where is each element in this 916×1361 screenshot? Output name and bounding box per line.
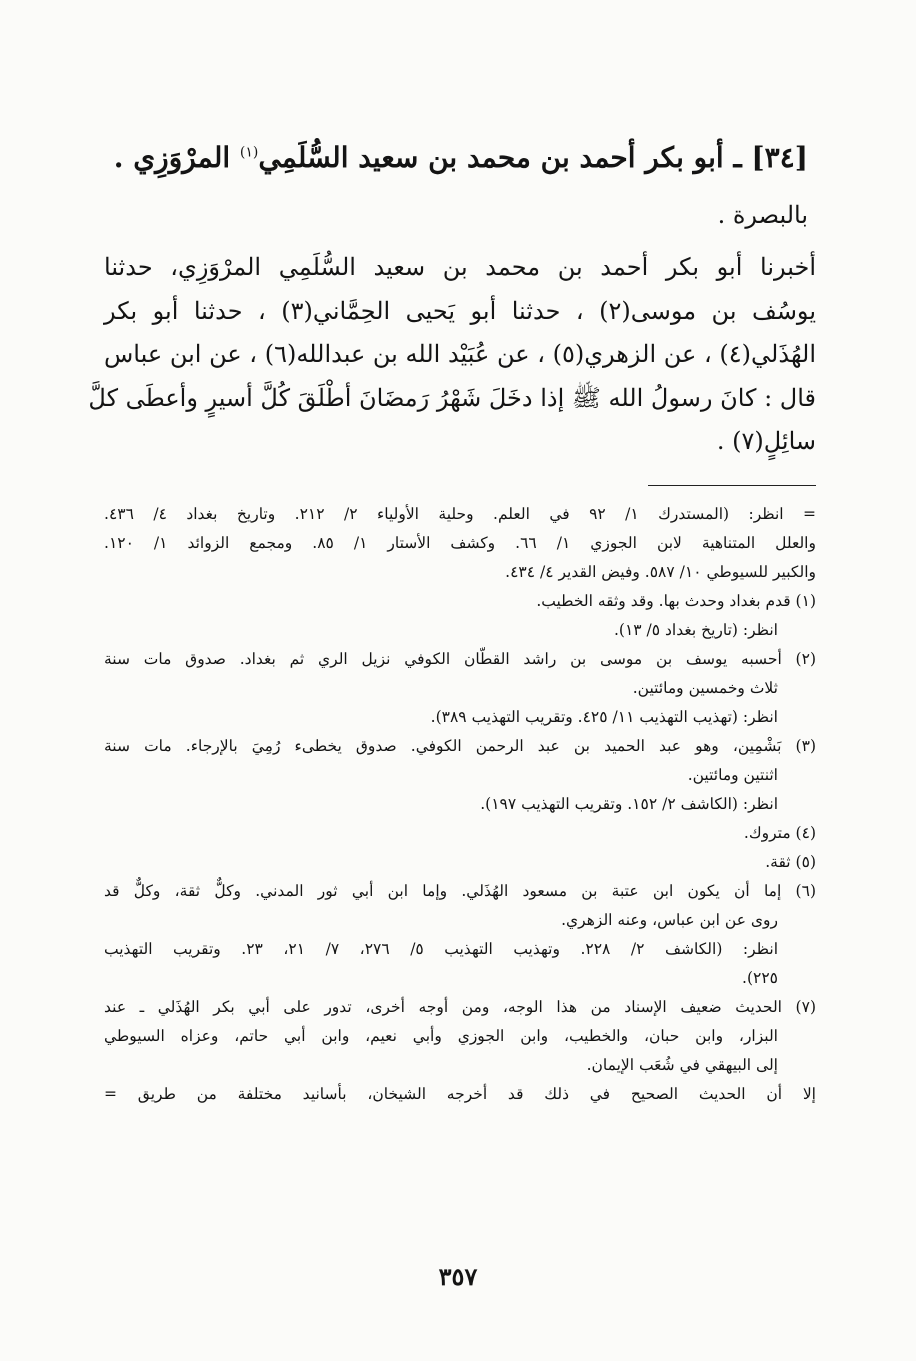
entry-heading: [113, 138, 808, 178]
footnote-reference: ٢٢٥).: [742, 969, 778, 987]
footnote-line: اثنتين ومائتين.: [687, 766, 778, 784]
heading-tail: المرْوَزِي .: [113, 141, 240, 174]
footnote-1: [104, 587, 816, 645]
footnote-line: (٧) الحديث ضعيف الإسناد من هذا الوجه، ومن أوجه أخرى، تدور على أبي بكر الهُذَلي ـ عند: [104, 998, 816, 1016]
footnote-continuation: [104, 500, 816, 587]
footnote-final: [104, 1080, 816, 1109]
footnote-line: روى عن ابن عباس، وعنه الزهري.: [561, 911, 778, 929]
footnote-line: (٤) متروك.: [743, 824, 816, 842]
footnote-6: [104, 877, 816, 993]
footnote-separator: [648, 485, 816, 486]
footnote-line: (٦) إما أن يكون ابن عتبة بن مسعود الهُذَلي. وإما ابن أبي ثور المدني. وكلٌّ ثقة، وكلٌّ قد: [104, 882, 816, 900]
footnote-line: (٥) ثقة.: [765, 853, 816, 871]
footnote-line: إلا أن الحديث الصحيح في ذلك قد أخرجه الشيخان، بأسانيد مختلفة من طريق =: [104, 1085, 816, 1103]
footnote-line: ثلاث وخمسين ومائتين.: [632, 679, 778, 697]
footnote-line: والعلل المتناهية لابن الجوزي ١/ ٦٦. وكشف الأستار ١/ ٨٥. ومجمع الزوائد ١/ ١٢٠.: [104, 534, 816, 552]
footnote-5: [104, 848, 816, 877]
page-number: ٣٥٧: [438, 1262, 478, 1291]
footnotes: [104, 500, 816, 1109]
footnote-4: [104, 819, 816, 848]
hadith-line: يوسُف بن موسى(٢) ، حدثنا أبو يَحيى الحِمَّاني(٣) ، حدثنا أبو بكر: [104, 296, 817, 325]
footnote-line: = انظر: (المستدرك ١/ ٩٢ في العلم. وحلية الأولياء ٢/ ٢١٢. وتاريخ بغداد ٤/ ٤٣٦.: [104, 505, 817, 523]
heading-text: [٣٤] ـ أبو بكر أحمد بن محمد بن سعيد السُّلَمِي: [258, 141, 808, 174]
footnote-7: [104, 993, 816, 1080]
hadith-line: سائِلٍ(٧) .: [716, 427, 816, 455]
footnote-line: والكبير للسيوطي ١٠/ ٥٨٧. وفيض القدير ٤/ ٤٣٤.: [505, 563, 816, 581]
hadith-line: الهُذَلي(٤) ، عن الزهري(٥) ، عن عُبَيْد الله بن عبدالله(٦) ، عن ابن عباس: [104, 340, 816, 368]
footnote-reference: انظر: (الكاشف ٢/ ٢٢٨. وتهذيب التهذيب ٥/ ٢٧٦، ٧/ ٢١، ٢٣. وتقريب التهذيب: [104, 940, 779, 958]
footnote-line: البزار، وابن حبان، والخطيب، وابن الجوزي وأبي نعيم، وابن أبي حاتم، وعزاه السيوطي: [104, 1027, 778, 1045]
footnote-line: (٣) بَشْمِين، وهو عبد الحميد بن عبد الرحمن الكوفي. صدوق يخطىء رُمِيَ بالإرجاء. مات سنة: [104, 737, 816, 755]
hadith-line: قال : كانَ رسولُ الله ﷺ إذا دخَلَ شَهْرُ رَمضَانَ أطْلَقَ كُلَّ أسيرٍ وأعطَى كلَّ: [88, 383, 816, 412]
footnote-reference: انظر: (تهذيب التهذيب ١١/ ٤٢٥. وتقريب التهذيب ٣٨٩).: [430, 708, 778, 726]
footnote-line: إلى البيهقي في شُعَب الإيمان.: [586, 1056, 778, 1074]
footnote-reference: انظر: (تاريخ بغداد ٥/ ١٣).: [613, 621, 778, 639]
heading-footnote-ref: (١): [239, 144, 259, 161]
footnote-reference: انظر: (الكاشف ٢/ ١٥٢. وتقريب التهذيب ١٩٧).: [480, 795, 778, 813]
hadith-text: [88, 246, 817, 464]
footnote-3: [104, 732, 816, 819]
footnote-2: [104, 645, 816, 732]
hadith-line: أخبرنا أبو بكر أحمد بن محمد بن سعيد السُّلَمِي المرْوَزِي، حدثنا: [104, 253, 816, 281]
footnote-line: (٢) أحسبه يوسف بن موسى بن راشد القطّان الكوفي نزيل الري ثم بغداد. صدوق مات سنة: [104, 650, 816, 668]
footnote-line: (١) قدم بغداد وحدث بها. وقد وثقه الخطيب.: [536, 592, 816, 610]
entry-location: بالبصرة .: [717, 201, 808, 229]
